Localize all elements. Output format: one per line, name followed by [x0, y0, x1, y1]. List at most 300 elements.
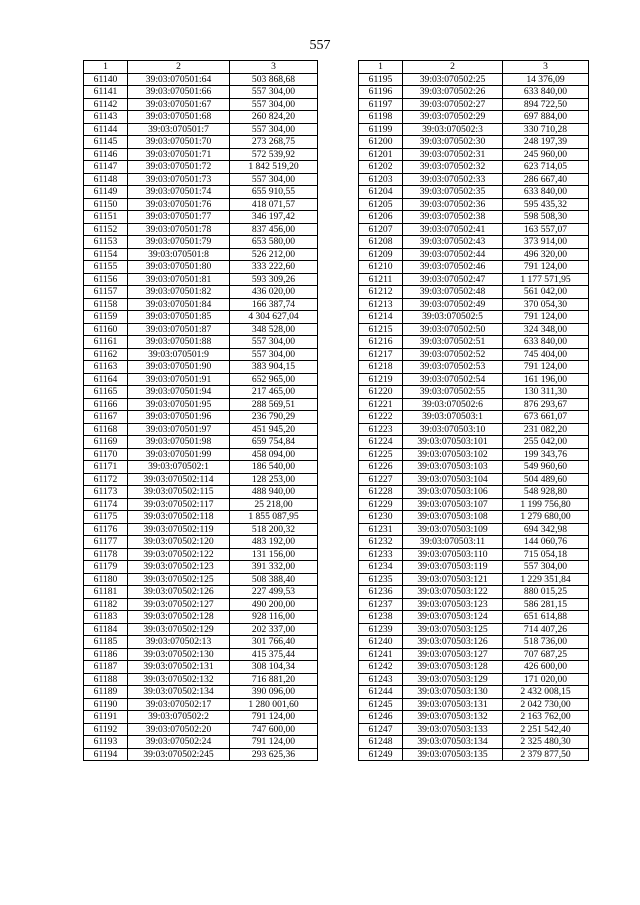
- table-row: [359, 661, 589, 674]
- table-row: [84, 511, 318, 524]
- row-number: 61222: [359, 411, 403, 424]
- cadastral-number: 39:03:070501:74: [128, 186, 230, 199]
- table-row: [359, 298, 589, 311]
- cadastral-value: 791 124,00: [503, 261, 589, 274]
- cadastral-number: 39:03:070502:13: [128, 636, 230, 649]
- cadastral-value: 324 348,00: [503, 323, 589, 336]
- table-row: [84, 311, 318, 324]
- table-row: [359, 648, 589, 661]
- cadastral-number: 39:03:070501:85: [128, 311, 230, 324]
- row-number: 61158: [84, 298, 128, 311]
- table-row: [84, 273, 318, 286]
- cadastral-value: 557 304,00: [230, 86, 318, 99]
- cadastral-number: 39:03:070501:87: [128, 323, 230, 336]
- cadastral-number: 39:03:070501:66: [128, 86, 230, 99]
- table-row: [359, 611, 589, 624]
- table-row: [359, 173, 589, 186]
- row-number: 61196: [359, 86, 403, 99]
- row-number: 61195: [359, 73, 403, 86]
- table-row: [84, 636, 318, 649]
- cadastral-number: 39:03:070503:123: [403, 598, 503, 611]
- cadastral-value: 2 325 480,30: [503, 736, 589, 749]
- cadastral-value: 248 197,39: [503, 136, 589, 149]
- cadastral-number: 39:03:070503:134: [403, 736, 503, 749]
- row-number: 61236: [359, 586, 403, 599]
- table-row: [84, 136, 318, 149]
- table-row: [359, 361, 589, 374]
- row-number: 61171: [84, 461, 128, 474]
- cadastral-value: 4 304 627,04: [230, 311, 318, 324]
- cadastral-number: 39:03:070501:7: [128, 123, 230, 136]
- cadastral-number: 39:03:070502:43: [403, 236, 503, 249]
- cadastral-value: 593 309,26: [230, 273, 318, 286]
- cadastral-number: 39:03:070501:77: [128, 211, 230, 224]
- cadastral-value: 561 042,00: [503, 286, 589, 299]
- cadastral-value: 25 218,00: [230, 498, 318, 511]
- row-number: 61209: [359, 248, 403, 261]
- table-row: [84, 711, 318, 724]
- cadastral-value: 458 094,00: [230, 448, 318, 461]
- row-number: 61178: [84, 548, 128, 561]
- cadastral-number: 39:03:070501:68: [128, 111, 230, 124]
- column-header-value: 3: [503, 61, 589, 74]
- cadastral-number: 39:03:070502:48: [403, 286, 503, 299]
- row-number: 61221: [359, 398, 403, 411]
- table-row: [84, 261, 318, 274]
- row-number: 61245: [359, 698, 403, 711]
- cadastral-value: 557 304,00: [230, 336, 318, 349]
- table-row: [84, 198, 318, 211]
- row-number: 61145: [84, 136, 128, 149]
- cadastral-number: 39:03:070502:115: [128, 486, 230, 499]
- cadastral-value: 273 268,75: [230, 136, 318, 149]
- cadastral-number: 39:03:070501:73: [128, 173, 230, 186]
- table-row: [84, 598, 318, 611]
- cadastral-value: 2 379 877,50: [503, 748, 589, 761]
- cadastral-number: 39:03:070502:131: [128, 661, 230, 674]
- cadastral-table-right: [358, 60, 589, 761]
- row-number: 61154: [84, 248, 128, 261]
- row-number: 61168: [84, 423, 128, 436]
- cadastral-value: 415 375,44: [230, 648, 318, 661]
- cadastral-value: 131 156,00: [230, 548, 318, 561]
- cadastral-value: 1 280 001,60: [230, 698, 318, 711]
- cadastral-number: 39:03:070503:132: [403, 711, 503, 724]
- cadastral-number: 39:03:070503:119: [403, 561, 503, 574]
- table-row: [84, 523, 318, 536]
- cadastral-number: 39:03:070502:1: [128, 461, 230, 474]
- cadastral-value: 633 840,00: [503, 186, 589, 199]
- row-number: 61141: [84, 86, 128, 99]
- cadastral-number: 39:03:070502:47: [403, 273, 503, 286]
- row-number: 61207: [359, 223, 403, 236]
- cadastral-number: 39:03:070502:27: [403, 98, 503, 111]
- cadastral-number: 39:03:070502:117: [128, 498, 230, 511]
- cadastral-number: 39:03:070501:95: [128, 398, 230, 411]
- row-number: 61182: [84, 598, 128, 611]
- cadastral-number: 39:03:070502:44: [403, 248, 503, 261]
- row-number: 61237: [359, 598, 403, 611]
- cadastral-value: 655 910,55: [230, 186, 318, 199]
- row-number: 61240: [359, 636, 403, 649]
- cadastral-number: 39:03:070501:67: [128, 98, 230, 111]
- cadastral-number: 39:03:070502:29: [403, 111, 503, 124]
- row-number: 61194: [84, 748, 128, 761]
- cadastral-value: 199 343,76: [503, 448, 589, 461]
- cadastral-value: 144 060,76: [503, 536, 589, 549]
- cadastral-table-left: [83, 60, 318, 761]
- row-number: 61199: [359, 123, 403, 136]
- row-number: 61231: [359, 523, 403, 536]
- cadastral-number: 39:03:070503:108: [403, 511, 503, 524]
- cadastral-number: 39:03:070501:97: [128, 423, 230, 436]
- row-number: 61146: [84, 148, 128, 161]
- table-row: [359, 686, 589, 699]
- row-number: 61152: [84, 223, 128, 236]
- row-number: 61201: [359, 148, 403, 161]
- cadastral-number: 39:03:070501:80: [128, 261, 230, 274]
- row-number: 61233: [359, 548, 403, 561]
- table-header-row: [84, 61, 318, 74]
- table-row: [359, 486, 589, 499]
- cadastral-value: 451 945,20: [230, 423, 318, 436]
- cadastral-number: 39:03:070501:96: [128, 411, 230, 424]
- row-number: 61230: [359, 511, 403, 524]
- cadastral-value: 217 465,00: [230, 386, 318, 399]
- table-row: [84, 448, 318, 461]
- table-row: [84, 611, 318, 624]
- cadastral-value: 288 569,51: [230, 398, 318, 411]
- table-row: [359, 461, 589, 474]
- table-row: [359, 423, 589, 436]
- table-row: [359, 161, 589, 174]
- cadastral-number: 39:03:070503:103: [403, 461, 503, 474]
- table-row: [84, 423, 318, 436]
- table-row: [84, 698, 318, 711]
- table-row: [359, 636, 589, 649]
- row-number: 61143: [84, 111, 128, 124]
- cadastral-value: 598 508,30: [503, 211, 589, 224]
- cadastral-value: 286 667,40: [503, 173, 589, 186]
- cadastral-value: 227 499,53: [230, 586, 318, 599]
- cadastral-value: 255 042,00: [503, 436, 589, 449]
- cadastral-value: 508 388,40: [230, 573, 318, 586]
- cadastral-value: 894 722,50: [503, 98, 589, 111]
- cadastral-value: 572 539,92: [230, 148, 318, 161]
- column-header-cadastral-number: 2: [128, 61, 230, 74]
- cadastral-number: 39:03:070502:122: [128, 548, 230, 561]
- row-number: 61188: [84, 673, 128, 686]
- cadastral-value: 236 790,29: [230, 411, 318, 424]
- row-number: 61192: [84, 723, 128, 736]
- cadastral-value: 504 489,60: [503, 473, 589, 486]
- cadastral-value: 202 337,00: [230, 623, 318, 636]
- cadastral-value: 301 766,40: [230, 636, 318, 649]
- cadastral-value: 496 320,00: [503, 248, 589, 261]
- row-number: 61184: [84, 623, 128, 636]
- row-number: 61151: [84, 211, 128, 224]
- table-row: [84, 686, 318, 699]
- row-number: 61176: [84, 523, 128, 536]
- cadastral-value: 659 754,84: [230, 436, 318, 449]
- cadastral-number: 39:03:070501:88: [128, 336, 230, 349]
- cadastral-number: 39:03:070502:132: [128, 673, 230, 686]
- table-row: [359, 98, 589, 111]
- row-number: 61186: [84, 648, 128, 661]
- cadastral-number: 39:03:070502:5: [403, 311, 503, 324]
- row-number: 61140: [84, 73, 128, 86]
- table-row: [359, 411, 589, 424]
- cadastral-value: 231 082,20: [503, 423, 589, 436]
- cadastral-value: 171 020,00: [503, 673, 589, 686]
- cadastral-value: 557 304,00: [230, 98, 318, 111]
- row-number: 61243: [359, 673, 403, 686]
- table-row: [359, 436, 589, 449]
- cadastral-number: 39:03:070502:32: [403, 161, 503, 174]
- row-number: 61213: [359, 298, 403, 311]
- table-row: [359, 123, 589, 136]
- row-number: 61235: [359, 573, 403, 586]
- cadastral-number: 39:03:070503:127: [403, 648, 503, 661]
- cadastral-value: 483 192,00: [230, 536, 318, 549]
- cadastral-number: 39:03:070503:131: [403, 698, 503, 711]
- cadastral-value: 518 200,32: [230, 523, 318, 536]
- cadastral-value: 186 540,00: [230, 461, 318, 474]
- cadastral-number: 39:03:070502:55: [403, 386, 503, 399]
- cadastral-value: 697 884,00: [503, 111, 589, 124]
- cadastral-number: 39:03:070503:121: [403, 573, 503, 586]
- cadastral-number: 39:03:070502:119: [128, 523, 230, 536]
- cadastral-value: 595 435,32: [503, 198, 589, 211]
- cadastral-value: 653 580,00: [230, 236, 318, 249]
- table-row: [359, 336, 589, 349]
- row-number: 61185: [84, 636, 128, 649]
- cadastral-number: 39:03:070502:123: [128, 561, 230, 574]
- row-number: 61204: [359, 186, 403, 199]
- cadastral-value: 791 124,00: [230, 736, 318, 749]
- row-number: 61247: [359, 723, 403, 736]
- cadastral-number: 39:03:070501:72: [128, 161, 230, 174]
- table-row: [359, 211, 589, 224]
- table-row: [359, 736, 589, 749]
- cadastral-number: 39:03:070502:54: [403, 373, 503, 386]
- table-row: [359, 286, 589, 299]
- row-number: 61203: [359, 173, 403, 186]
- row-number: 61162: [84, 348, 128, 361]
- cadastral-number: 39:03:070502:128: [128, 611, 230, 624]
- row-number: 61227: [359, 473, 403, 486]
- row-number: 61179: [84, 561, 128, 574]
- table-row: [84, 473, 318, 486]
- cadastral-value: 652 965,00: [230, 373, 318, 386]
- cadastral-number: 39:03:070502:46: [403, 261, 503, 274]
- cadastral-value: 2 432 008,15: [503, 686, 589, 699]
- row-number: 61202: [359, 161, 403, 174]
- cadastral-value: 426 600,00: [503, 661, 589, 674]
- table-row: [84, 211, 318, 224]
- cadastral-number: 39:03:070501:91: [128, 373, 230, 386]
- cadastral-value: 673 661,07: [503, 411, 589, 424]
- cadastral-value: 348 528,00: [230, 323, 318, 336]
- cadastral-number: 39:03:070501:9: [128, 348, 230, 361]
- column-header-cadastral-number: 2: [403, 61, 503, 74]
- cadastral-number: 39:03:070502:126: [128, 586, 230, 599]
- cadastral-value: 161 196,00: [503, 373, 589, 386]
- cadastral-number: 39:03:070503:101: [403, 436, 503, 449]
- row-number: 61241: [359, 648, 403, 661]
- table-row: [359, 711, 589, 724]
- cadastral-number: 39:03:070503:125: [403, 623, 503, 636]
- row-number: 61238: [359, 611, 403, 624]
- column-header-value: 3: [230, 61, 318, 74]
- cadastral-value: 880 015,25: [503, 586, 589, 599]
- row-number: 61239: [359, 623, 403, 636]
- table-row: [359, 473, 589, 486]
- row-number: 61228: [359, 486, 403, 499]
- row-number: 61147: [84, 161, 128, 174]
- row-number: 61190: [84, 698, 128, 711]
- table-row: [359, 223, 589, 236]
- table-row: [84, 86, 318, 99]
- cadastral-value: 128 253,00: [230, 473, 318, 486]
- table-row: [359, 723, 589, 736]
- cadastral-number: 39:03:070503:124: [403, 611, 503, 624]
- row-number: 61149: [84, 186, 128, 199]
- cadastral-value: 694 342,98: [503, 523, 589, 536]
- cadastral-value: 1 229 351,84: [503, 573, 589, 586]
- cadastral-number: 39:03:070502:114: [128, 473, 230, 486]
- cadastral-value: 557 304,00: [230, 123, 318, 136]
- table-row: [359, 536, 589, 549]
- row-number: 61205: [359, 198, 403, 211]
- cadastral-number: 39:03:070502:26: [403, 86, 503, 99]
- cadastral-value: 14 376,09: [503, 73, 589, 86]
- cadastral-value: 557 304,00: [230, 173, 318, 186]
- cadastral-number: 39:03:070503:106: [403, 486, 503, 499]
- table-row: [84, 111, 318, 124]
- cadastral-number: 39:03:070503:126: [403, 636, 503, 649]
- row-number: 61246: [359, 711, 403, 724]
- cadastral-number: 39:03:070502:52: [403, 348, 503, 361]
- table-row: [84, 586, 318, 599]
- row-number: 61193: [84, 736, 128, 749]
- cadastral-number: 39:03:070502:245: [128, 748, 230, 761]
- cadastral-number: 39:03:070503:11: [403, 536, 503, 549]
- table-row: [359, 523, 589, 536]
- cadastral-number: 39:03:070501:94: [128, 386, 230, 399]
- cadastral-number: 39:03:070501:8: [128, 248, 230, 261]
- cadastral-value: 747 600,00: [230, 723, 318, 736]
- table-row: [359, 598, 589, 611]
- cadastral-value: 370 054,30: [503, 298, 589, 311]
- table-row: [359, 186, 589, 199]
- row-number: 61249: [359, 748, 403, 761]
- cadastral-value: 166 387,74: [230, 298, 318, 311]
- cadastral-number: 39:03:070502:6: [403, 398, 503, 411]
- cadastral-number: 39:03:070502:127: [128, 598, 230, 611]
- cadastral-number: 39:03:070502:25: [403, 73, 503, 86]
- table-row: [84, 73, 318, 86]
- row-number: 61181: [84, 586, 128, 599]
- row-number: 61215: [359, 323, 403, 336]
- cadastral-value: 390 096,00: [230, 686, 318, 699]
- cadastral-value: 2 163 762,00: [503, 711, 589, 724]
- row-number: 61217: [359, 348, 403, 361]
- row-number: 61159: [84, 311, 128, 324]
- table-row: [359, 348, 589, 361]
- cadastral-number: 39:03:070501:90: [128, 361, 230, 374]
- cadastral-value: 791 124,00: [503, 311, 589, 324]
- cadastral-value: 557 304,00: [503, 561, 589, 574]
- cadastral-value: 373 914,00: [503, 236, 589, 249]
- cadastral-number: 39:03:070503:133: [403, 723, 503, 736]
- table-row: [359, 386, 589, 399]
- row-number: 61219: [359, 373, 403, 386]
- cadastral-number: 39:03:070501:71: [128, 148, 230, 161]
- table-row: [84, 723, 318, 736]
- table-row: [84, 398, 318, 411]
- cadastral-number: 39:03:070501:82: [128, 286, 230, 299]
- row-number: 61225: [359, 448, 403, 461]
- table-row: [359, 573, 589, 586]
- table-row: [359, 398, 589, 411]
- row-number: 61189: [84, 686, 128, 699]
- table-row: [359, 448, 589, 461]
- column-header-number: 1: [84, 61, 128, 74]
- cadastral-value: 346 197,42: [230, 211, 318, 224]
- cadastral-value: 163 557,07: [503, 223, 589, 236]
- cadastral-number: 39:03:070502:125: [128, 573, 230, 586]
- cadastral-number: 39:03:070502:41: [403, 223, 503, 236]
- table-row: [359, 323, 589, 336]
- cadastral-number: 39:03:070502:33: [403, 173, 503, 186]
- table-row: [359, 86, 589, 99]
- cadastral-number: 39:03:070502:49: [403, 298, 503, 311]
- cadastral-number: 39:03:070502:17: [128, 698, 230, 711]
- row-number: 61234: [359, 561, 403, 574]
- cadastral-value: 791 124,00: [503, 361, 589, 374]
- table-body-right: [359, 73, 589, 761]
- table-row: [84, 461, 318, 474]
- cadastral-value: 1 199 756,80: [503, 498, 589, 511]
- cadastral-value: 391 332,00: [230, 561, 318, 574]
- cadastral-number: 39:03:070502:2: [128, 711, 230, 724]
- table-row: [359, 748, 589, 761]
- table-row: [84, 186, 318, 199]
- row-number: 61242: [359, 661, 403, 674]
- table-row: [359, 498, 589, 511]
- table-row: [84, 348, 318, 361]
- row-number: 61165: [84, 386, 128, 399]
- row-number: 61153: [84, 236, 128, 249]
- table-row: [84, 248, 318, 261]
- table-row: [84, 548, 318, 561]
- table-row: [84, 373, 318, 386]
- row-number: 61214: [359, 311, 403, 324]
- row-number: 61198: [359, 111, 403, 124]
- cadastral-number: 39:03:070501:76: [128, 198, 230, 211]
- table-row: [84, 386, 318, 399]
- row-number: 61232: [359, 536, 403, 549]
- cadastral-number: 39:03:070503:122: [403, 586, 503, 599]
- row-number: 61208: [359, 236, 403, 249]
- row-number: 61180: [84, 573, 128, 586]
- cadastral-number: 39:03:070501:70: [128, 136, 230, 149]
- cadastral-value: 2 042 730,00: [503, 698, 589, 711]
- cadastral-value: 707 687,25: [503, 648, 589, 661]
- table-row: [359, 198, 589, 211]
- cadastral-number: 39:03:070502:31: [403, 148, 503, 161]
